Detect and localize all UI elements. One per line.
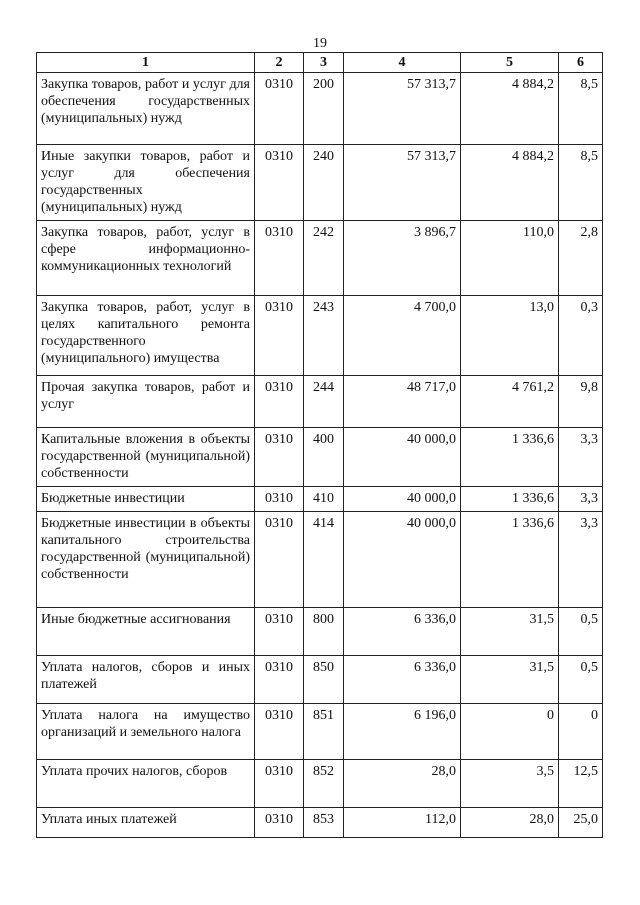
row-executed-amount-cell: 31,5 <box>461 608 559 656</box>
row-plan-amount-cell: 3 896,7 <box>344 221 461 296</box>
table-body <box>37 73 603 838</box>
table-row <box>37 704 603 760</box>
row-percent-cell: 12,5 <box>559 760 603 808</box>
row-expense-type-cell: 852 <box>304 760 344 808</box>
row-executed-amount-cell: 4 884,2 <box>461 145 559 221</box>
row-executed-amount-cell: 28,0 <box>461 808 559 838</box>
table-row <box>37 656 603 704</box>
row-expense-type-cell: 850 <box>304 656 344 704</box>
row-percent-cell: 3,3 <box>559 487 603 512</box>
row-expense-type-cell: 400 <box>304 428 344 487</box>
column-header-5: 5 <box>461 53 559 73</box>
row-name-cell: Закупка товаров, работ, услуг в сфере информационно-коммуникационных технологий <box>37 221 255 296</box>
row-expense-type-cell: 851 <box>304 704 344 760</box>
row-name-cell: Закупка товаров, работ, услуг в целях капитального ремонта государственного (муниципального) имущества <box>37 296 255 376</box>
row-name-cell: Иные закупки товаров, работ и услуг для обеспечения государственных (муниципальных) нужд <box>37 145 255 221</box>
column-header-1: 1 <box>37 53 255 73</box>
row-section-code-cell: 0310 <box>255 296 304 376</box>
column-header-4: 4 <box>344 53 461 73</box>
row-name-cell: Уплата иных платежей <box>37 808 255 838</box>
column-header-3: 3 <box>304 53 344 73</box>
row-executed-amount-cell: 3,5 <box>461 760 559 808</box>
row-expense-type-cell: 242 <box>304 221 344 296</box>
table-row <box>37 145 603 221</box>
row-section-code-cell: 0310 <box>255 376 304 428</box>
row-percent-cell: 3,3 <box>559 512 603 608</box>
row-plan-amount-cell: 6 336,0 <box>344 656 461 704</box>
row-executed-amount-cell: 110,0 <box>461 221 559 296</box>
row-section-code-cell: 0310 <box>255 704 304 760</box>
page-number: 19 <box>313 36 327 51</box>
row-name-cell: Прочая закупка товаров, работ и услуг <box>37 376 255 428</box>
row-section-code-cell: 0310 <box>255 608 304 656</box>
row-name-cell: Уплата прочих налогов, сборов <box>37 760 255 808</box>
row-name-cell: Закупка товаров, работ и услуг для обеспечения государственных (муниципальных) нужд <box>37 73 255 145</box>
row-percent-cell: 9,8 <box>559 376 603 428</box>
row-plan-amount-cell: 40 000,0 <box>344 512 461 608</box>
table-row <box>37 512 603 608</box>
row-expense-type-cell: 244 <box>304 376 344 428</box>
row-percent-cell: 0,3 <box>559 296 603 376</box>
row-executed-amount-cell: 4 884,2 <box>461 73 559 145</box>
row-percent-cell: 3,3 <box>559 428 603 487</box>
table-row <box>37 376 603 428</box>
row-section-code-cell: 0310 <box>255 808 304 838</box>
row-plan-amount-cell: 40 000,0 <box>344 487 461 512</box>
row-expense-type-cell: 240 <box>304 145 344 221</box>
table-row <box>37 808 603 838</box>
row-executed-amount-cell: 4 761,2 <box>461 376 559 428</box>
column-header-6: 6 <box>559 53 603 73</box>
row-name-cell: Капитальные вложения в объекты государственной (муниципальной) собственности <box>37 428 255 487</box>
table-row <box>37 296 603 376</box>
row-executed-amount-cell: 1 336,6 <box>461 428 559 487</box>
table-row <box>37 487 603 512</box>
row-expense-type-cell: 800 <box>304 608 344 656</box>
row-percent-cell: 2,8 <box>559 221 603 296</box>
row-expense-type-cell: 853 <box>304 808 344 838</box>
row-executed-amount-cell: 0 <box>461 704 559 760</box>
row-section-code-cell: 0310 <box>255 760 304 808</box>
row-plan-amount-cell: 57 313,7 <box>344 73 461 145</box>
row-percent-cell: 0,5 <box>559 608 603 656</box>
row-percent-cell: 8,5 <box>559 145 603 221</box>
row-plan-amount-cell: 4 700,0 <box>344 296 461 376</box>
table-row <box>37 221 603 296</box>
row-section-code-cell: 0310 <box>255 428 304 487</box>
row-plan-amount-cell: 48 717,0 <box>344 376 461 428</box>
row-section-code-cell: 0310 <box>255 512 304 608</box>
row-executed-amount-cell: 31,5 <box>461 656 559 704</box>
row-name-cell: Уплата налога на имущество организаций и земельного налога <box>37 704 255 760</box>
row-plan-amount-cell: 6 336,0 <box>344 608 461 656</box>
row-plan-amount-cell: 57 313,7 <box>344 145 461 221</box>
row-plan-amount-cell: 6 196,0 <box>344 704 461 760</box>
row-expense-type-cell: 414 <box>304 512 344 608</box>
row-percent-cell: 0,5 <box>559 656 603 704</box>
row-name-cell: Бюджетные инвестиции <box>37 487 255 512</box>
header-row <box>37 53 603 73</box>
row-percent-cell: 8,5 <box>559 73 603 145</box>
row-expense-type-cell: 410 <box>304 487 344 512</box>
row-expense-type-cell: 200 <box>304 73 344 145</box>
row-section-code-cell: 0310 <box>255 656 304 704</box>
row-section-code-cell: 0310 <box>255 145 304 221</box>
row-executed-amount-cell: 1 336,6 <box>461 512 559 608</box>
row-section-code-cell: 0310 <box>255 487 304 512</box>
row-name-cell: Уплата налогов, сборов и иных платежей <box>37 656 255 704</box>
row-plan-amount-cell: 40 000,0 <box>344 428 461 487</box>
row-section-code-cell: 0310 <box>255 73 304 145</box>
row-plan-amount-cell: 28,0 <box>344 760 461 808</box>
row-expense-type-cell: 243 <box>304 296 344 376</box>
row-section-code-cell: 0310 <box>255 221 304 296</box>
column-header-2: 2 <box>255 53 304 73</box>
row-executed-amount-cell: 1 336,6 <box>461 487 559 512</box>
row-executed-amount-cell: 13,0 <box>461 296 559 376</box>
row-percent-cell: 25,0 <box>559 808 603 838</box>
row-name-cell: Иные бюджетные ассигнования <box>37 608 255 656</box>
row-name-cell: Бюджетные инвестиции в объекты капитального строительства государственной (муниципальной) собственности <box>37 512 255 608</box>
table-row <box>37 73 603 145</box>
table-row <box>37 760 603 808</box>
table-row <box>37 608 603 656</box>
row-percent-cell: 0 <box>559 704 603 760</box>
row-plan-amount-cell: 112,0 <box>344 808 461 838</box>
budget-table <box>36 52 603 838</box>
table-row <box>37 428 603 487</box>
